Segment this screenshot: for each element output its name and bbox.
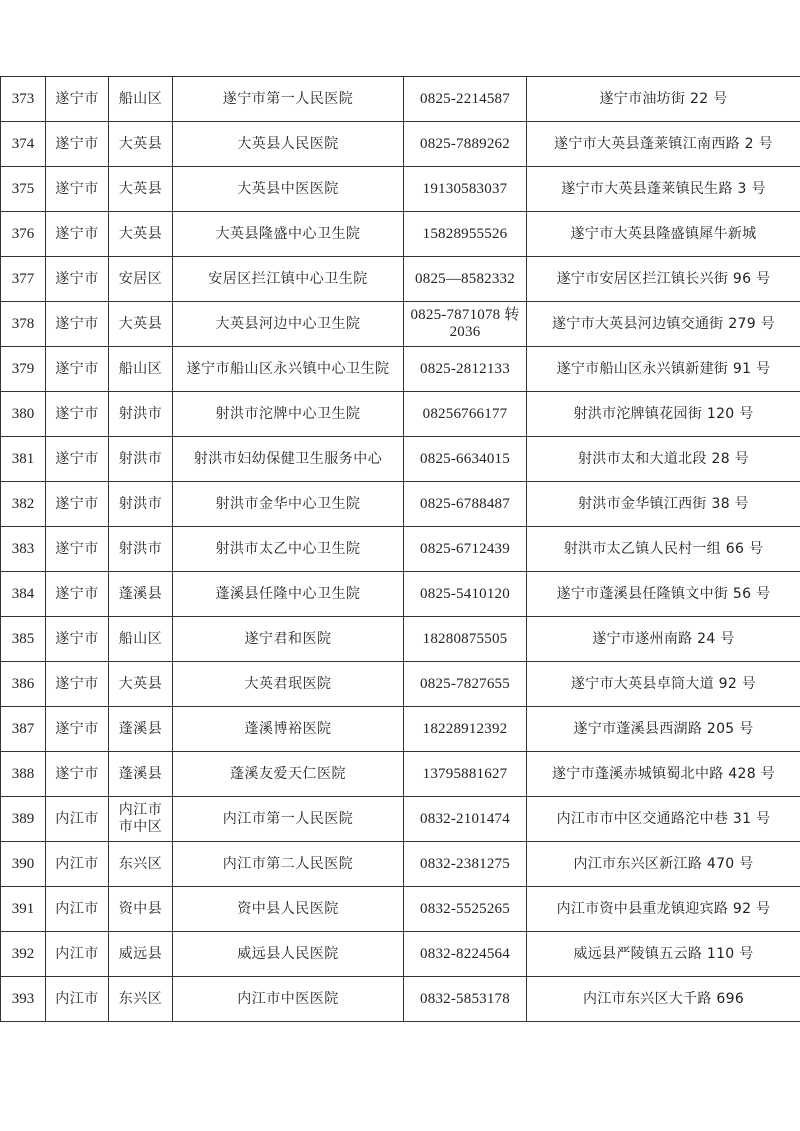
row-city: 内江市 [46, 977, 109, 1022]
row-hospital-name: 大英县中医医院 [173, 167, 404, 212]
row-number: 391 [1, 887, 46, 932]
row-number: 376 [1, 212, 46, 257]
row-number: 387 [1, 707, 46, 752]
row-address: 遂宁市蓬溪县西湖路 205 号 [527, 707, 800, 752]
row-hospital-name: 射洪市金华中心卫生院 [173, 482, 404, 527]
row-hospital-name: 大英县人民医院 [173, 122, 404, 167]
row-hospital-name: 蓬溪县任隆中心卫生院 [173, 572, 404, 617]
row-phone: 13795881627 [404, 752, 527, 797]
row-county: 东兴区 [109, 977, 173, 1022]
table-row [1, 617, 800, 662]
row-address: 遂宁市大英县隆盛镇犀牛新城 [527, 212, 800, 257]
row-city: 遂宁市 [46, 572, 109, 617]
row-city: 遂宁市 [46, 662, 109, 707]
row-county: 射洪市 [109, 482, 173, 527]
row-number: 374 [1, 122, 46, 167]
table-row [1, 437, 800, 482]
table-row [1, 662, 800, 707]
row-city: 遂宁市 [46, 302, 109, 347]
row-number: 393 [1, 977, 46, 1022]
table-row [1, 572, 800, 617]
row-city: 遂宁市 [46, 707, 109, 752]
row-number: 378 [1, 302, 46, 347]
row-phone: 0825-2214587 [404, 77, 527, 122]
row-hospital-name: 内江市中医医院 [173, 977, 404, 1022]
row-address: 威远县严陵镇五云路 110 号 [527, 932, 800, 977]
row-hospital-name: 遂宁君和医院 [173, 617, 404, 662]
row-number: 392 [1, 932, 46, 977]
hospital-table-body [1, 77, 800, 1022]
row-number: 383 [1, 527, 46, 572]
row-city: 遂宁市 [46, 527, 109, 572]
row-hospital-name: 遂宁市船山区永兴镇中心卫生院 [173, 347, 404, 392]
row-address: 遂宁市大英县蓬莱镇民生路 3 号 [527, 167, 800, 212]
row-address: 遂宁市大英县河边镇交通街 279 号 [527, 302, 800, 347]
row-phone: 0825-2812133 [404, 347, 527, 392]
row-phone: 15828955526 [404, 212, 527, 257]
row-hospital-name: 射洪市妇幼保健卫生服务中心 [173, 437, 404, 482]
row-county: 射洪市 [109, 437, 173, 482]
row-address: 内江市东兴区新江路 470 号 [527, 842, 800, 887]
row-number: 382 [1, 482, 46, 527]
row-city: 遂宁市 [46, 482, 109, 527]
row-hospital-name: 蓬溪友爱天仁医院 [173, 752, 404, 797]
row-county: 内江市市中区 [109, 797, 173, 842]
row-county: 射洪市 [109, 527, 173, 572]
row-number: 380 [1, 392, 46, 437]
row-hospital-name: 大英君珉医院 [173, 662, 404, 707]
row-number: 389 [1, 797, 46, 842]
row-county: 资中县 [109, 887, 173, 932]
row-city: 遂宁市 [46, 167, 109, 212]
row-city: 内江市 [46, 797, 109, 842]
row-city: 遂宁市 [46, 437, 109, 482]
row-city: 遂宁市 [46, 212, 109, 257]
row-city: 遂宁市 [46, 752, 109, 797]
row-phone: 0832-5525265 [404, 887, 527, 932]
row-city: 遂宁市 [46, 122, 109, 167]
table-row [1, 302, 800, 347]
row-hospital-name: 安居区拦江镇中心卫生院 [173, 257, 404, 302]
table-row [1, 392, 800, 437]
row-phone: 0825-7827655 [404, 662, 527, 707]
row-number: 381 [1, 437, 46, 482]
table-row [1, 482, 800, 527]
row-number: 377 [1, 257, 46, 302]
row-city: 遂宁市 [46, 77, 109, 122]
table-row [1, 347, 800, 392]
table-row [1, 887, 800, 932]
row-phone: 0832-2101474 [404, 797, 527, 842]
row-city: 遂宁市 [46, 347, 109, 392]
row-phone: 08256766177 [404, 392, 527, 437]
row-county: 东兴区 [109, 842, 173, 887]
row-county: 船山区 [109, 347, 173, 392]
row-county: 大英县 [109, 167, 173, 212]
row-address: 射洪市金华镇江西街 38 号 [527, 482, 800, 527]
row-city: 遂宁市 [46, 257, 109, 302]
row-number: 386 [1, 662, 46, 707]
row-address: 内江市东兴区大千路 696 [527, 977, 800, 1022]
row-phone: 0825-7871078 转 2036 [404, 302, 527, 347]
table-row [1, 527, 800, 572]
table-row [1, 932, 800, 977]
table-row [1, 977, 800, 1022]
row-city: 内江市 [46, 887, 109, 932]
row-phone: 0832-2381275 [404, 842, 527, 887]
table-row [1, 122, 800, 167]
row-city: 内江市 [46, 932, 109, 977]
row-phone: 18228912392 [404, 707, 527, 752]
row-hospital-name: 威远县人民医院 [173, 932, 404, 977]
row-number: 390 [1, 842, 46, 887]
row-county: 大英县 [109, 662, 173, 707]
row-hospital-name: 大英县河边中心卫生院 [173, 302, 404, 347]
row-address: 遂宁市船山区永兴镇新建街 91 号 [527, 347, 800, 392]
row-city: 内江市 [46, 842, 109, 887]
row-number: 379 [1, 347, 46, 392]
table-row [1, 212, 800, 257]
row-county: 射洪市 [109, 392, 173, 437]
row-address: 遂宁市大英县卓筒大道 92 号 [527, 662, 800, 707]
row-county: 威远县 [109, 932, 173, 977]
table-row [1, 842, 800, 887]
row-hospital-name: 内江市第二人民医院 [173, 842, 404, 887]
row-phone: 0832-5853178 [404, 977, 527, 1022]
row-county: 船山区 [109, 77, 173, 122]
row-phone: 0825—8582332 [404, 257, 527, 302]
row-number: 388 [1, 752, 46, 797]
row-county: 蓬溪县 [109, 572, 173, 617]
row-address: 遂宁市蓬溪赤城镇蜀北中路 428 号 [527, 752, 800, 797]
row-address: 遂宁市遂州南路 24 号 [527, 617, 800, 662]
table-row [1, 752, 800, 797]
row-phone: 19130583037 [404, 167, 527, 212]
row-address: 内江市资中县重龙镇迎宾路 92 号 [527, 887, 800, 932]
row-hospital-name: 射洪市太乙中心卫生院 [173, 527, 404, 572]
row-county: 大英县 [109, 212, 173, 257]
row-address: 遂宁市安居区拦江镇长兴街 96 号 [527, 257, 800, 302]
table-row [1, 77, 800, 122]
row-phone: 0825-7889262 [404, 122, 527, 167]
hospital-table [0, 76, 800, 1022]
row-phone: 0832-8224564 [404, 932, 527, 977]
row-phone: 0825-6712439 [404, 527, 527, 572]
row-county: 大英县 [109, 302, 173, 347]
row-county: 大英县 [109, 122, 173, 167]
row-number: 384 [1, 572, 46, 617]
row-hospital-name: 蓬溪博裕医院 [173, 707, 404, 752]
row-address: 内江市市中区交通路沱中巷 31 号 [527, 797, 800, 842]
row-county: 蓬溪县 [109, 707, 173, 752]
row-county: 船山区 [109, 617, 173, 662]
table-row [1, 167, 800, 212]
row-address: 遂宁市油坊街 22 号 [527, 77, 800, 122]
row-address: 射洪市太乙镇人民村一组 66 号 [527, 527, 800, 572]
row-address: 遂宁市大英县蓬莱镇江南西路 2 号 [527, 122, 800, 167]
table-row [1, 707, 800, 752]
row-city: 遂宁市 [46, 617, 109, 662]
row-address: 射洪市太和大道北段 28 号 [527, 437, 800, 482]
row-address: 射洪市沱牌镇花园街 120 号 [527, 392, 800, 437]
row-hospital-name: 遂宁市第一人民医院 [173, 77, 404, 122]
row-number: 385 [1, 617, 46, 662]
row-phone: 0825-6788487 [404, 482, 527, 527]
row-hospital-name: 射洪市沱牌中心卫生院 [173, 392, 404, 437]
row-county: 安居区 [109, 257, 173, 302]
table-row [1, 257, 800, 302]
row-number: 375 [1, 167, 46, 212]
row-number: 373 [1, 77, 46, 122]
row-phone: 18280875505 [404, 617, 527, 662]
row-phone: 0825-6634015 [404, 437, 527, 482]
row-hospital-name: 资中县人民医院 [173, 887, 404, 932]
row-hospital-name: 大英县隆盛中心卫生院 [173, 212, 404, 257]
row-hospital-name: 内江市第一人民医院 [173, 797, 404, 842]
row-phone: 0825-5410120 [404, 572, 527, 617]
row-city: 遂宁市 [46, 392, 109, 437]
row-county: 蓬溪县 [109, 752, 173, 797]
row-address: 遂宁市蓬溪县任隆镇文中街 56 号 [527, 572, 800, 617]
table-row [1, 797, 800, 842]
